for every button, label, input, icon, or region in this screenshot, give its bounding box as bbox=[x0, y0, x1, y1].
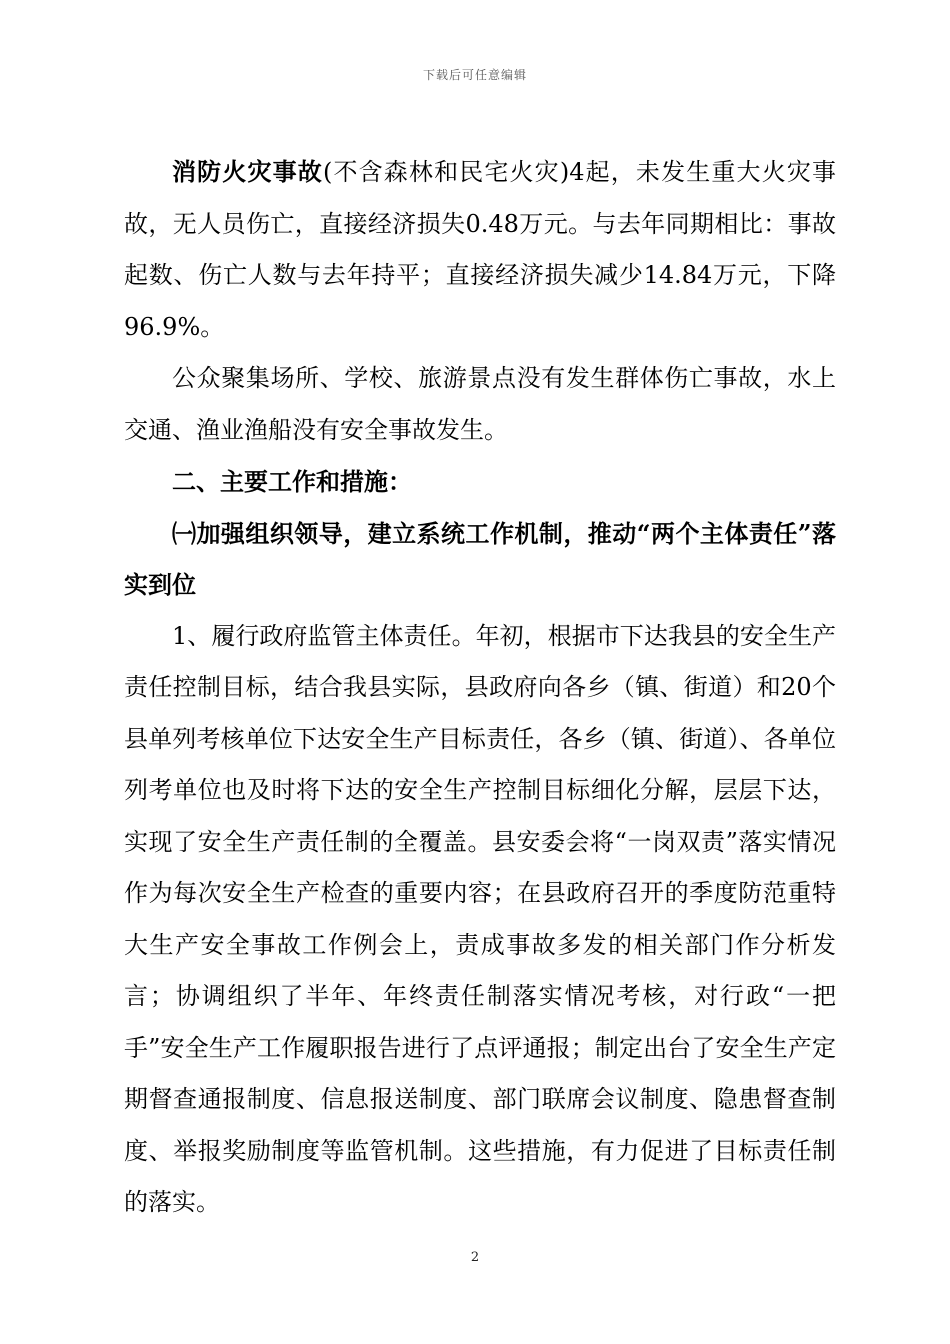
paragraph-fire-accidents-text: (不含森林和民宅火灾)4起，未发生重大火灾事故，无人员伤亡，直接经济损失0.48万元。与去年同期相比：事故起数、伤亡人数与去年持平；直接经济损失减少14.84万元，下降96.9%。 bbox=[124, 158, 837, 341]
paragraph-public-places: 公众聚集场所、学校、旅游景点没有发生群体伤亡事故，水上交通、渔业渔船没有安全事故发生。 bbox=[124, 364, 836, 444]
paragraph-government-responsibility: 1、履行政府监管主体责任。年初，根据市下达我县的安全生产责任控制目标，结合我县实际，县政府向各乡（镇、街道）和20个县单列考核单位下达安全生产目标责任，各乡（镇、街道）、各单位列考单位也及时将下达的安全生产控制目标细化分解，层层下达，实现了安全生产责任制的全覆盖。县安委会将“一岗双责”落实情况作为每次安全生产检查的重要内容；在县政府召开的季度防范重特大生产安全事故工作例会上，责成事故多发的相关部门作分析发言；协调组织了半年、年终责任制落实情况考核，对行政“一把手”安全生产工作履职报告进行了点评通报；制定出台了安全生产定期督查通报制度、信息报送制度、部门联席会议制度、隐患督查制度、举报奖励制度等监管机制。这些措施，有力促进了目标责任制的落实。 bbox=[124, 621, 836, 1216]
page-number: 2 bbox=[470, 1250, 480, 1265]
section-heading-main-work: 二、主要工作和措施： bbox=[172, 467, 412, 496]
paragraph-lead-bold: 消防火灾事故 bbox=[172, 157, 323, 186]
paragraph-fire-accidents bbox=[124, 146, 836, 353]
page-header-note: 下载后可任意编辑 bbox=[422, 68, 527, 82]
subsection-heading-organization: ㈠加强组织领导，建立系统工作机制，推动“两个主体责任”落实到位 bbox=[124, 518, 836, 599]
document-body bbox=[124, 146, 836, 1229]
